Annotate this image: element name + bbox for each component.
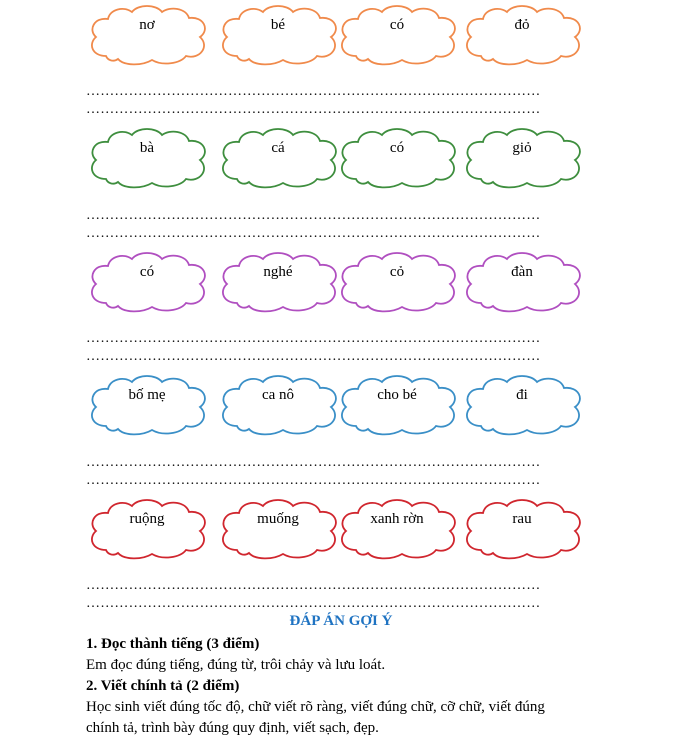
cloud-word: có — [389, 140, 405, 156]
cloud-word: đi — [516, 387, 528, 403]
cloud-row-3 — [86, 251, 586, 321]
word-cloud — [461, 127, 583, 189]
writing-line: …………………………………………………………………………………… — [86, 84, 541, 99]
cloud-row-4 — [86, 374, 586, 444]
cloud-shape-icon — [461, 127, 583, 189]
cloud-word: muống — [257, 511, 299, 527]
section2-line2: chính tả, trình bày đúng quy định, viết sạch, đẹp. — [86, 720, 379, 736]
cloud-shape-icon — [217, 4, 339, 66]
cloud-shape-icon — [217, 498, 339, 560]
cloud-word: bố mẹ — [128, 387, 166, 403]
section1-heading: 1. Đọc thành tiếng (3 điểm) — [86, 636, 260, 652]
word-cloud — [86, 127, 208, 189]
word-cloud — [217, 251, 339, 313]
writing-line: …………………………………………………………………………………… — [86, 596, 541, 611]
cloud-shape-icon — [336, 374, 458, 436]
word-cloud — [336, 127, 458, 189]
writing-line: …………………………………………………………………………………… — [86, 208, 541, 223]
cloud-word: có — [139, 264, 155, 280]
word-cloud — [336, 251, 458, 313]
cloud-word: giỏ — [512, 140, 532, 156]
writing-line: …………………………………………………………………………………… — [86, 578, 541, 593]
cloud-shape-icon — [461, 374, 583, 436]
cloud-shape-icon — [336, 4, 458, 66]
section1-text: Em đọc đúng tiếng, đúng từ, trôi chảy và lưu loát. — [86, 657, 386, 673]
word-cloud — [461, 374, 583, 436]
cloud-shape-icon — [336, 498, 458, 560]
cloud-word: có — [389, 17, 405, 33]
cloud-word: đàn — [511, 264, 533, 280]
word-cloud — [217, 498, 339, 560]
word-cloud — [336, 4, 458, 66]
answer-title: ĐÁP ÁN GỢI Ý — [289, 613, 393, 629]
word-cloud — [461, 4, 583, 66]
cloud-shape-icon — [336, 127, 458, 189]
cloud-row-1 — [86, 4, 586, 74]
cloud-word: xanh rờn — [370, 511, 424, 527]
writing-line: …………………………………………………………………………………… — [86, 473, 541, 488]
writing-line: …………………………………………………………………………………… — [86, 102, 541, 117]
word-cloud — [461, 498, 583, 560]
cloud-shape-icon — [86, 374, 208, 436]
cloud-shape-icon — [461, 4, 583, 66]
cloud-word: nghé — [263, 264, 293, 280]
word-cloud — [461, 251, 583, 313]
cloud-shape-icon — [461, 498, 583, 560]
cloud-shape-icon — [86, 4, 208, 66]
cloud-shape-icon — [86, 251, 208, 313]
word-cloud — [217, 374, 339, 436]
cloud-word: cá — [271, 140, 285, 156]
cloud-word: bé — [270, 17, 286, 33]
cloud-shape-icon — [217, 374, 339, 436]
cloud-word: đỏ — [514, 17, 530, 33]
cloud-word: ruộng — [129, 511, 165, 527]
cloud-row-2 — [86, 127, 586, 197]
cloud-word: ca nô — [261, 387, 295, 403]
word-cloud — [86, 498, 208, 560]
writing-line: …………………………………………………………………………………… — [86, 226, 541, 241]
writing-line: …………………………………………………………………………………… — [86, 455, 541, 470]
cloud-shape-icon — [461, 251, 583, 313]
word-cloud — [336, 374, 458, 436]
cloud-shape-icon — [217, 251, 339, 313]
section2-line1: Học sinh viết đúng tốc độ, chữ viết rõ ràng, viết đúng chữ, cỡ chữ, viết đúng — [86, 699, 545, 715]
cloud-word: cho bé — [377, 387, 417, 403]
cloud-word: nơ — [139, 17, 155, 33]
cloud-shape-icon — [336, 251, 458, 313]
cloud-shape-icon — [86, 498, 208, 560]
writing-line: …………………………………………………………………………………… — [86, 331, 541, 346]
word-cloud — [86, 4, 208, 66]
writing-line: …………………………………………………………………………………… — [86, 349, 541, 364]
word-cloud — [217, 127, 339, 189]
section2-heading: 2. Viết chính tả (2 điểm) — [86, 678, 240, 694]
word-cloud — [86, 251, 208, 313]
cloud-shape-icon — [217, 127, 339, 189]
cloud-word: rau — [512, 511, 532, 527]
cloud-word: bà — [139, 140, 155, 156]
word-cloud — [217, 4, 339, 66]
word-cloud — [336, 498, 458, 560]
cloud-shape-icon — [86, 127, 208, 189]
cloud-row-5 — [86, 498, 586, 568]
cloud-word: cỏ — [389, 264, 405, 280]
word-cloud — [86, 374, 208, 436]
